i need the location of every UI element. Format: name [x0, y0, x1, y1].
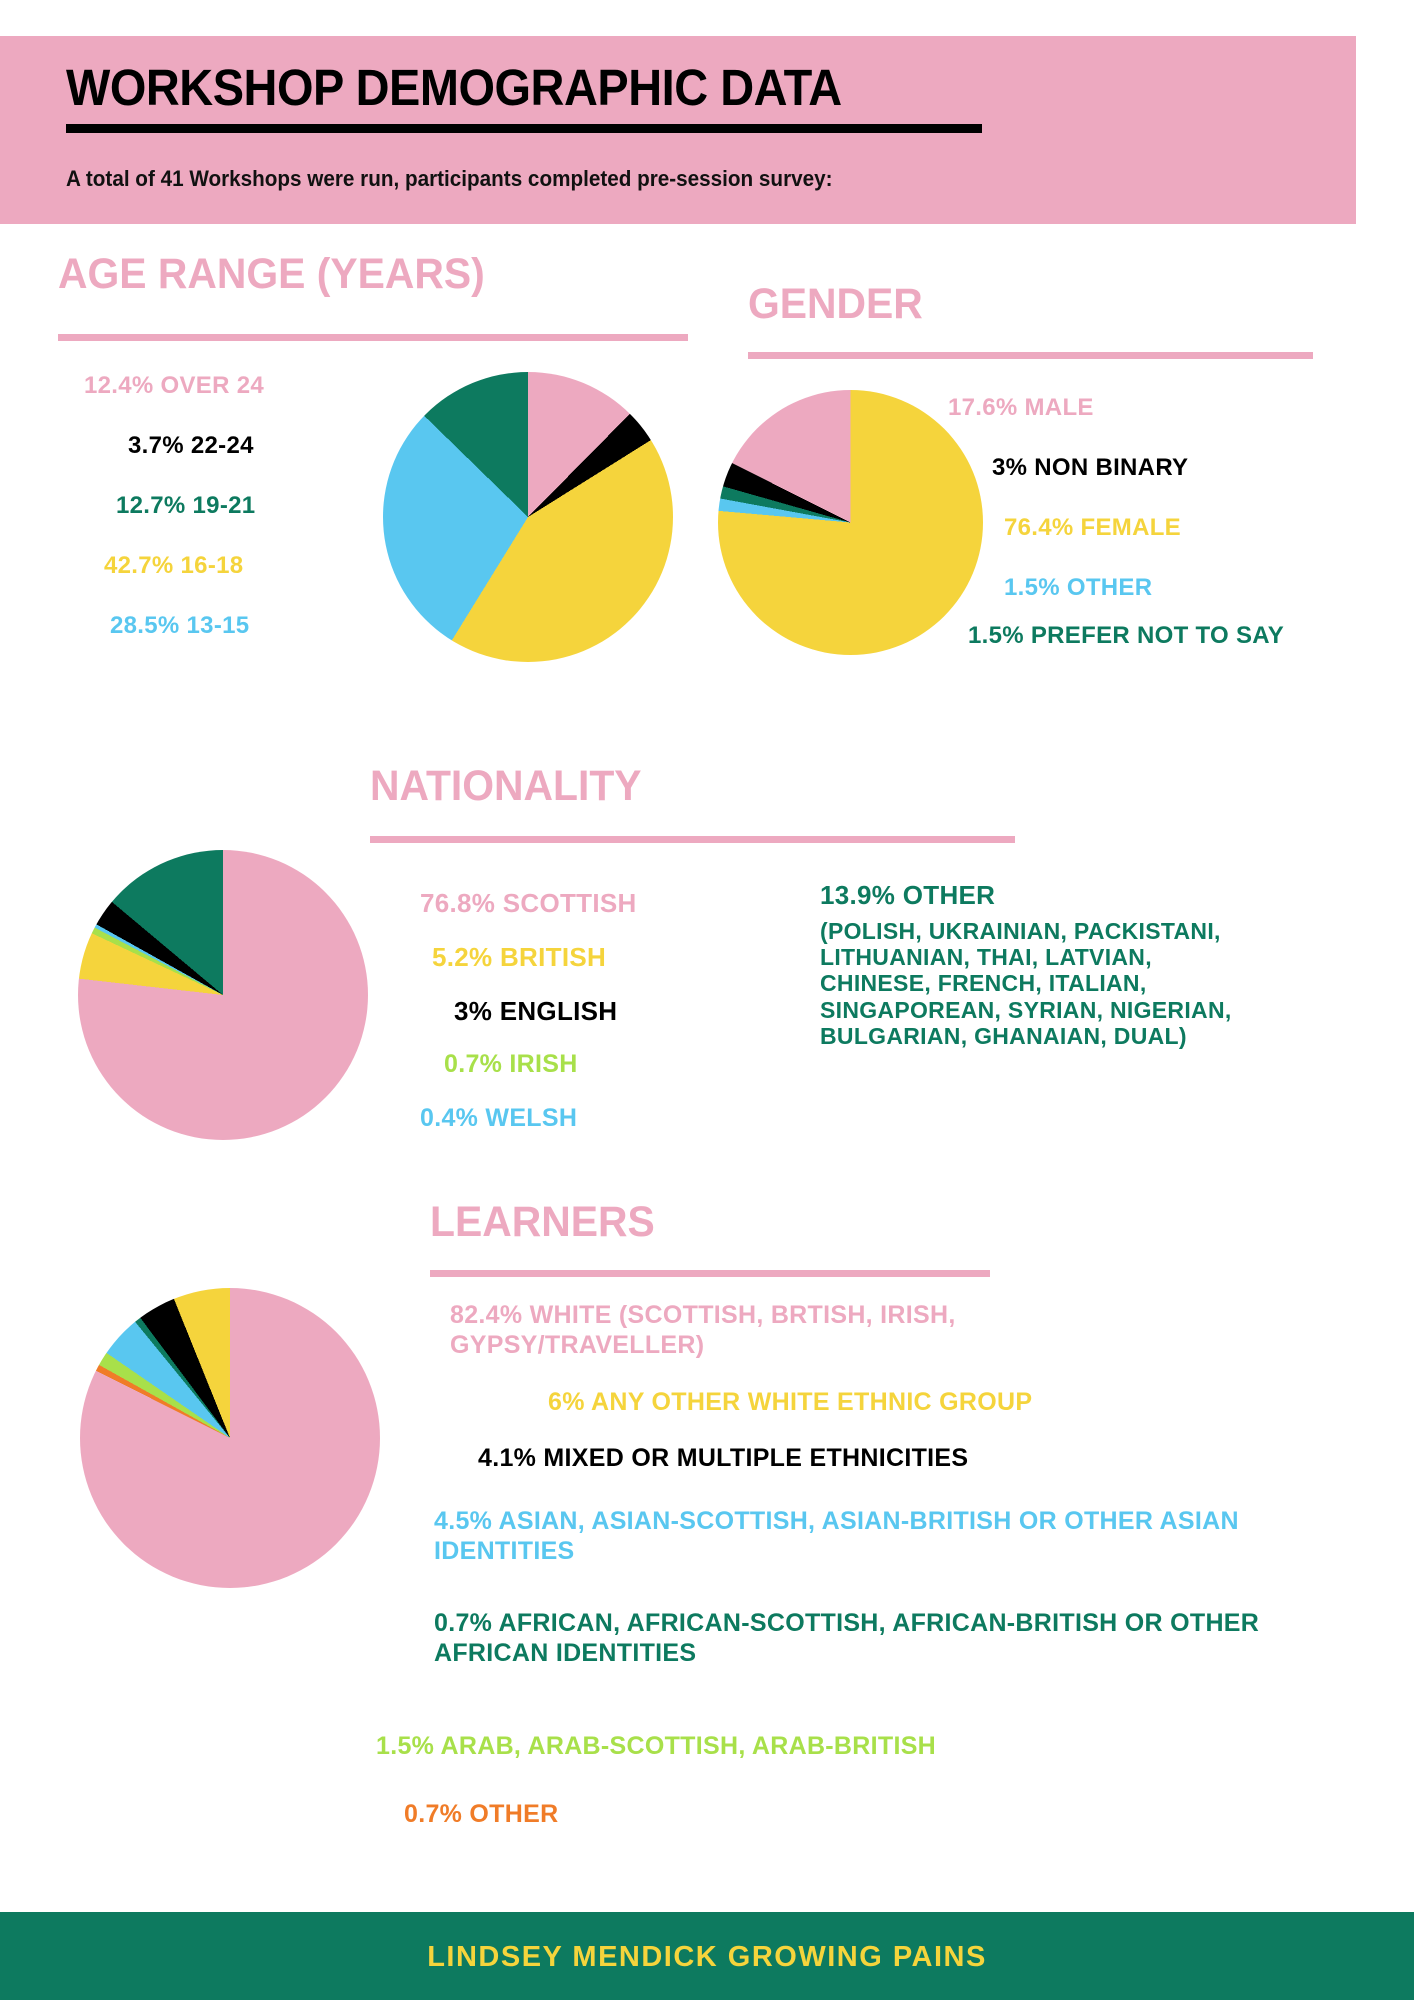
section-title-age: AGE RANGE (YEARS) [58, 250, 485, 298]
legend-nat-irish: 0.7% IRISH [444, 1050, 578, 1078]
legend-age-13-15: 28.5% 13-15 [110, 612, 250, 639]
page-title: WORKSHOP DEMOGRAPHIC DATA [66, 59, 842, 116]
legend-nat-welsh: 0.4% WELSH [420, 1104, 578, 1132]
footer-text: LINDSEY MENDICK GROWING PAINS [427, 1941, 987, 1973]
legend-nat-other-detail: (POLISH, UKRAINIAN, PACKISTANI, LITHUANIAN, THAI, LATVIAN, CHINESE, FRENCH, ITALIAN, SINGAPOREAN, SYRIAN, NIGERIAN, BULGARIAN, GHANAIAN, DUAL) [820, 918, 1232, 1049]
section-title-nationality: NATIONALITY [370, 762, 642, 810]
pie-chart-gender [718, 390, 983, 655]
section-rule-learners [430, 1270, 990, 1277]
header-subtitle: A total of 41 Workshops were run, participants completed pre-session survey: [66, 166, 833, 191]
legend-gender-other: 1.5% OTHER [1004, 574, 1153, 601]
legend-age-19-21: 12.7% 19-21 [116, 492, 256, 519]
pie-chart-age [383, 372, 673, 662]
legend-gender-female: 76.4% FEMALE [1004, 514, 1181, 541]
legend-learners-mixed: 4.1% MIXED OR MULTIPLE ETHNICITIES [478, 1444, 969, 1472]
legend-nat-scottish: 76.8% SCOTTISH [420, 888, 637, 918]
legend-learners-arab: 1.5% ARAB, ARAB-SCOTTISH, ARAB-BRITISH [376, 1732, 937, 1760]
pie-chart-nationality [78, 850, 368, 1140]
legend-learners-other: 0.7% OTHER [404, 1800, 559, 1828]
legend-nat-british: 5.2% BRITISH [432, 942, 607, 972]
section-rule-nationality [370, 836, 1015, 843]
section-rule-age [58, 334, 688, 341]
legend-age-16-18: 42.7% 16-18 [104, 552, 244, 579]
legend-age-over24: 12.4% OVER 24 [84, 372, 264, 399]
legend-learners-white: 82.4% WHITE (SCOTTISH, BRTISH, IRISH, GYPSY/TRAVELLER) [450, 1301, 956, 1359]
legend-learners-asian: 4.5% ASIAN, ASIAN-SCOTTISH, ASIAN-BRITISH OR OTHER ASIAN IDENTITIES [434, 1507, 1239, 1565]
legend-gender-prefer-not-to-say: 1.5% PREFER NOT TO SAY [968, 622, 1285, 649]
legend-nat-other: 13.9% OTHER [820, 880, 996, 910]
legend-nat-english: 3% ENGLISH [454, 996, 618, 1026]
legend-gender-nonbinary: 3% NON BINARY [992, 454, 1189, 481]
legend-gender-male: 17.6% MALE [948, 394, 1094, 421]
section-rule-gender [748, 352, 1313, 359]
section-title-learners: LEARNERS [430, 1198, 655, 1246]
pie-chart-learners [80, 1288, 380, 1588]
legend-learners-other-white: 6% ANY OTHER WHITE ETHNIC GROUP [548, 1388, 1033, 1416]
legend-age-22-24: 3.7% 22-24 [128, 432, 254, 459]
title-underline [66, 124, 982, 133]
legend-learners-african: 0.7% AFRICAN, AFRICAN-SCOTTISH, AFRICAN-BRITISH OR OTHER AFRICAN IDENTITIES [434, 1609, 1260, 1667]
section-title-gender: GENDER [748, 280, 923, 328]
